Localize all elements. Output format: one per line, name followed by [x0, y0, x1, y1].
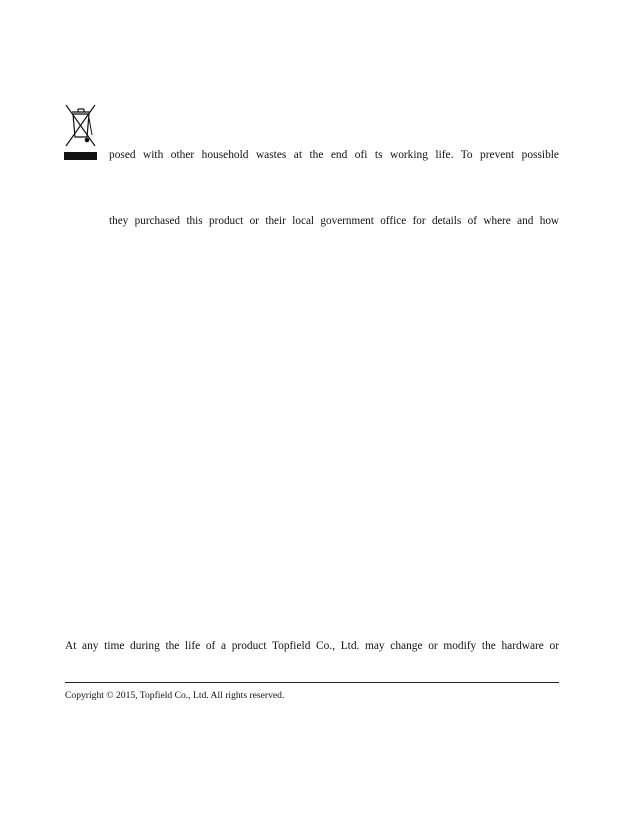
body-text-line: posed with other household wastes at the end ofi ts working life. To prevent possible [109, 149, 559, 161]
crossed-out-wheelie-bin-icon [62, 102, 98, 164]
copyright-notice: Copyright © 2015, Topfield Co., Ltd. All rights reserved. [65, 690, 285, 701]
footer-divider [65, 682, 559, 683]
body-text-line: they purchased this product or their local government office for details of where and how [109, 215, 559, 227]
body-text-line: At any time during the life of a product Topfield Co., Ltd. may change or modify the hardware or [65, 640, 559, 652]
